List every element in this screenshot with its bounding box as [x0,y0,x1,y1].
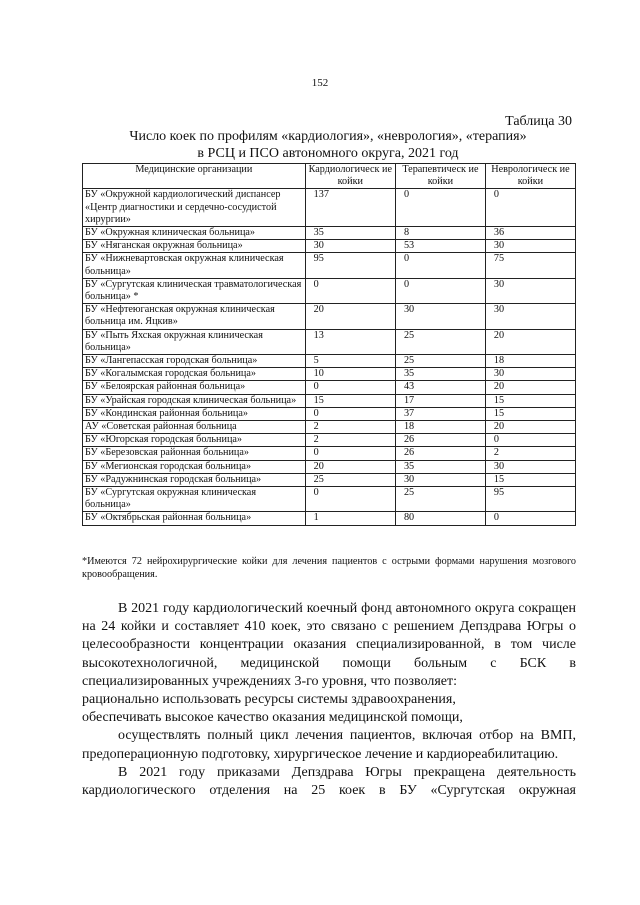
cell-therapy: 0 [395,253,485,278]
cell-neurology: 30 [485,460,575,473]
paragraph-3: В 2021 году приказами Депздрава Югры прекращена деятельность кардиологического отделения на 25 коек в БУ «Сургутская окружная [82,764,576,799]
table-row [83,460,576,473]
cell-organization: БУ «Югорская городская больница» [83,434,306,447]
table-row [83,329,576,354]
table-row [83,355,576,368]
table-row [83,240,576,253]
cell-therapy: 35 [395,368,485,381]
paragraph-1: В 2021 году кардиологический коечный фонд автономного округа сокращен на 24 койки и составляет 410 коек, это связано с решением Депздрава Югры о целесообразности концентрации оказания специализированной, в том числе высокотехнологичной, медицинской помощи больным с БСК в специализированных учреждениях 3-го уровня, что позволяет: [82,601,576,689]
cell-neurology: 20 [485,329,575,354]
cell-organization: БУ «Радужнинская городская больница» [83,473,306,486]
cell-therapy: 43 [395,381,485,394]
table-footnote: *Имеются 72 нейрохирургические койки для лечения пациентов с острыми формами нарушения мозгового кровообращения. [82,556,576,580]
table-row [83,227,576,240]
cell-neurology: 15 [485,394,575,407]
cell-cardiology: 10 [305,368,395,381]
cell-neurology: 30 [485,278,575,303]
table-row [83,368,576,381]
cell-cardiology: 30 [305,240,395,253]
cell-neurology: 36 [485,227,575,240]
table-title [80,128,576,162]
cell-therapy: 37 [395,407,485,420]
cell-therapy: 80 [395,512,485,525]
cell-organization: БУ «Няганская окружная больница» [83,240,306,253]
cell-organization: БУ «Пыть Яхская окружная клиническая больница» [83,329,306,354]
cell-cardiology: 13 [305,329,395,354]
cell-neurology: 15 [485,473,575,486]
cell-organization: БУ «Сургутская клиническая травматологическая больница» * [83,278,306,303]
cell-neurology: 20 [485,381,575,394]
list-line-2: обеспечивать высокое качество оказания медицинской помощи, [82,710,463,726]
cell-cardiology: 0 [305,407,395,420]
cell-organization: БУ «Окружная клиническая больница» [83,227,306,240]
table-row [83,304,576,329]
cell-cardiology: 20 [305,460,395,473]
cell-therapy: 18 [395,421,485,434]
table-row [83,278,576,303]
table-label: Таблица 30 [505,114,572,129]
header-neurology: Неврологическ ие койки [485,164,575,189]
table-row [83,421,576,434]
cell-cardiology: 137 [305,189,395,227]
cell-neurology: 95 [485,487,575,512]
table-row [83,253,576,278]
table-row [83,434,576,447]
cell-neurology: 20 [485,421,575,434]
page-number: 152 [311,77,329,89]
cell-cardiology: 1 [305,512,395,525]
cell-neurology: 0 [485,512,575,525]
header-cardiology: Кардиологическ ие койки [305,164,395,189]
cell-cardiology: 35 [305,227,395,240]
cell-therapy: 25 [395,355,485,368]
list-line-1: рационально использовать ресурсы системы здравоохранения, [82,692,456,708]
cell-therapy: 26 [395,447,485,460]
table-row [83,473,576,486]
paragraph-2: осуществлять полный цикл лечения пациентов, включая отбор на ВМП, предоперационную подготовку, хирургическое лечение и кардиореабилитацию. [82,728,576,762]
cell-cardiology: 0 [305,447,395,460]
cell-organization: БУ «Когалымская городская больница» [83,368,306,381]
cell-organization: БУ «Березовская районная больница» [83,447,306,460]
cell-cardiology: 95 [305,253,395,278]
table-row [83,381,576,394]
cell-cardiology: 25 [305,473,395,486]
beds-table [82,163,576,526]
cell-organization: БУ «Сургутская окружная клиническая больница» [83,487,306,512]
cell-organization: БУ «Кондинская районная больница» [83,407,306,420]
cell-neurology: 0 [485,189,575,227]
table-title-line-2: в РСЦ и ПСО автономного округа, 2021 год [197,146,459,161]
cell-cardiology: 20 [305,304,395,329]
cell-cardiology: 0 [305,487,395,512]
cell-neurology: 0 [485,434,575,447]
table-body [83,189,576,525]
cell-therapy: 35 [395,460,485,473]
cell-cardiology: 0 [305,278,395,303]
cell-therapy: 30 [395,304,485,329]
table-row [83,512,576,525]
cell-organization: БУ «Мегионская городская больница» [83,460,306,473]
cell-therapy: 8 [395,227,485,240]
cell-organization: БУ «Окружной кардиологический диспансер «Центр диагностики и сердечно-сосудистой хирургии» [83,189,306,227]
cell-therapy: 25 [395,329,485,354]
cell-organization: БУ «Нижневартовская окружная клиническая больница» [83,253,306,278]
table-row [83,487,576,512]
cell-organization: БУ «Октябрьская районная больница» [83,512,306,525]
cell-therapy: 53 [395,240,485,253]
cell-organization: БУ «Нефтеюганская окружная клиническая больница им. Яцкив» [83,304,306,329]
table-row [83,407,576,420]
cell-therapy: 0 [395,189,485,227]
cell-therapy: 17 [395,394,485,407]
cell-neurology: 18 [485,355,575,368]
cell-neurology: 15 [485,407,575,420]
cell-organization: БУ «Урайская городская клиническая больница» [83,394,306,407]
cell-therapy: 26 [395,434,485,447]
header-organizations: Медицинские организации [83,164,306,189]
table-row [83,189,576,227]
cell-neurology: 30 [485,304,575,329]
table-row [83,447,576,460]
cell-neurology: 30 [485,368,575,381]
table-header-row [83,164,576,189]
cell-neurology: 2 [485,447,575,460]
cell-cardiology: 2 [305,421,395,434]
cell-neurology: 30 [485,240,575,253]
table-row [83,394,576,407]
cell-organization: БУ «Лангепасская городская больница» [83,355,306,368]
cell-cardiology: 0 [305,381,395,394]
table-title-line-1: Число коек по профилям «кардиология», «неврология», «терапия» [129,129,527,144]
cell-organization: БУ «Белоярская районная больница» [83,381,306,394]
header-therapy: Терапевтическ ие койки [395,164,485,189]
cell-organization: АУ «Советская районная больница [83,421,306,434]
body-text [82,600,576,800]
cell-neurology: 75 [485,253,575,278]
cell-cardiology: 2 [305,434,395,447]
cell-therapy: 30 [395,473,485,486]
cell-cardiology: 15 [305,394,395,407]
cell-cardiology: 5 [305,355,395,368]
cell-therapy: 25 [395,487,485,512]
cell-therapy: 0 [395,278,485,303]
